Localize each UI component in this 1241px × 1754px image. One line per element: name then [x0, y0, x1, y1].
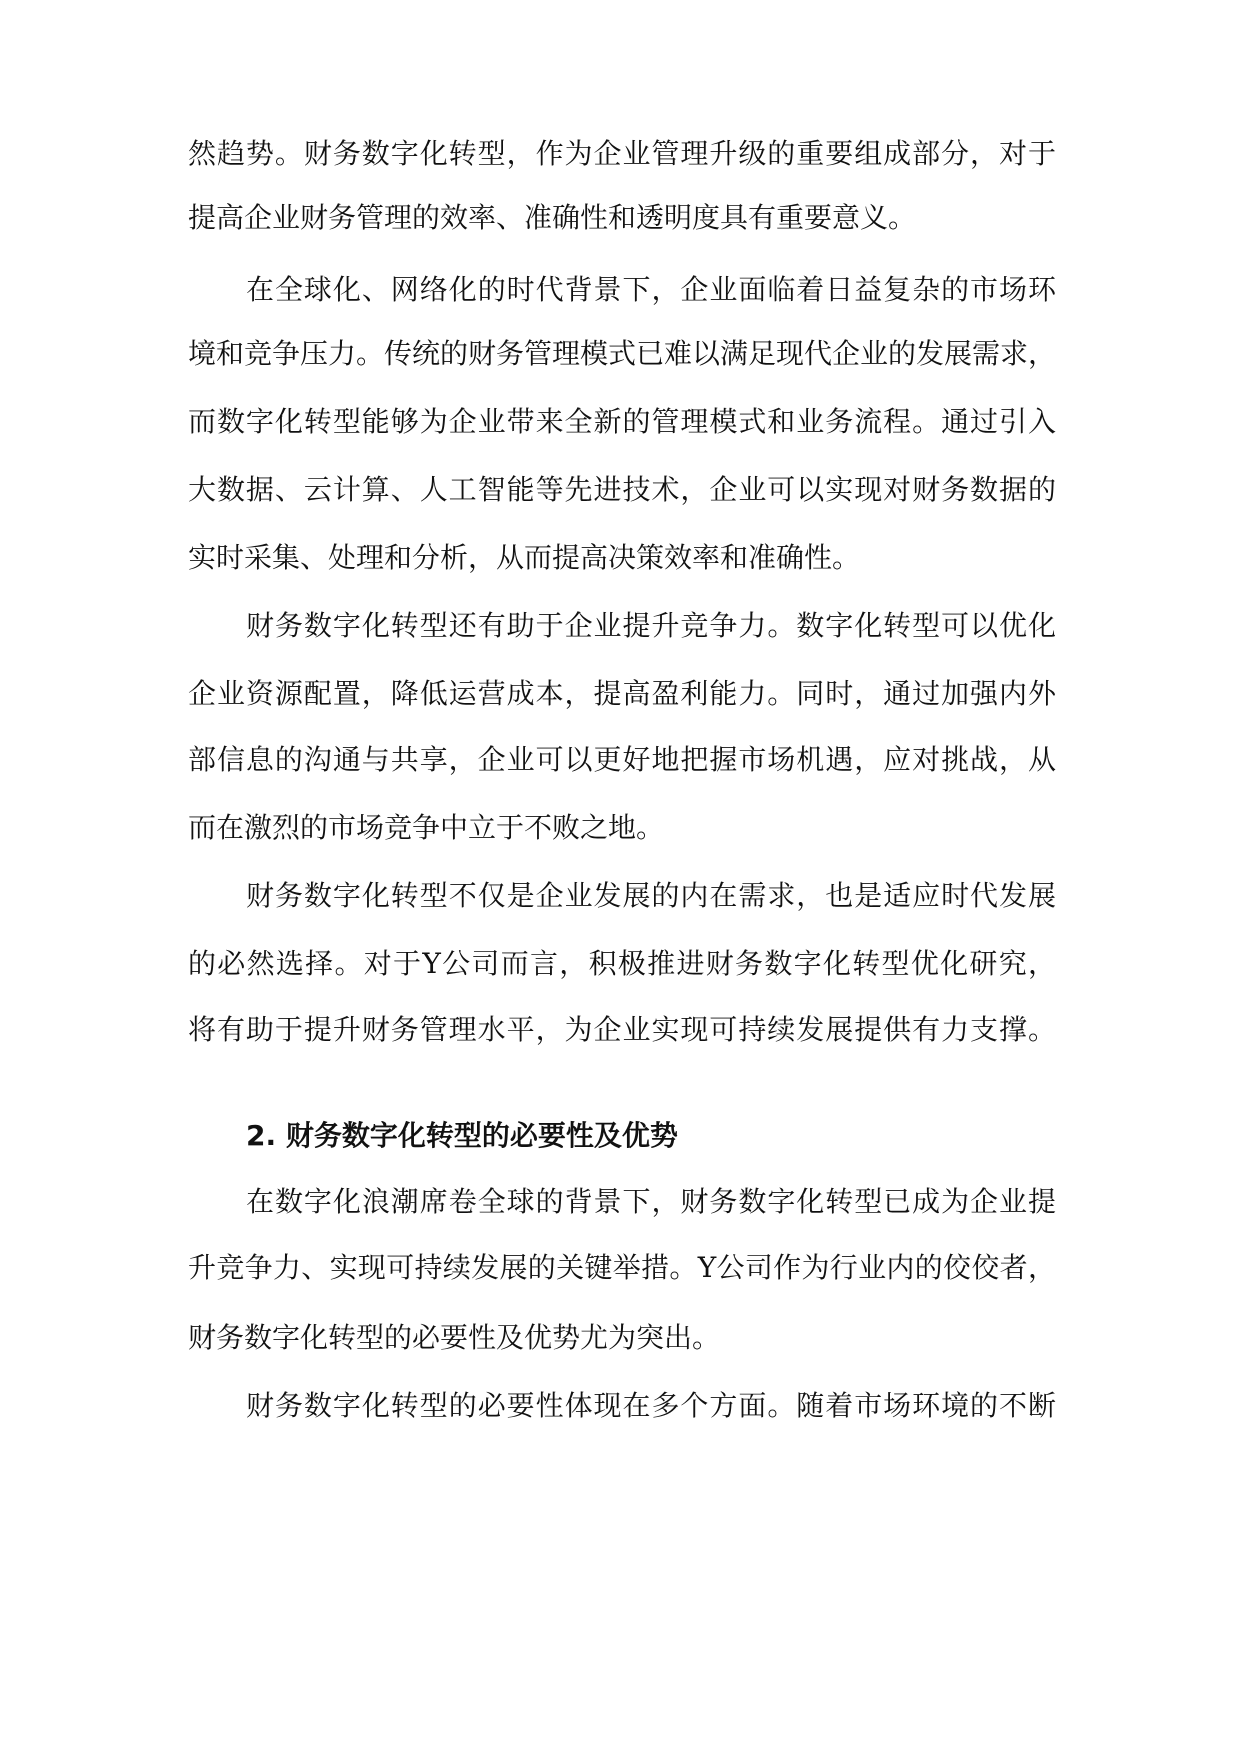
- section-heading: 2. 财务数字化转型的必要性及优势: [246, 1119, 678, 1152]
- text-line: 企业资源配置，降低运营成本，提高盈利能力。同时，通过加强内外: [188, 677, 1056, 710]
- text-line: 实时采集、处理和分析，从而提高决策效率和准确性。: [188, 541, 861, 574]
- text-line: 大数据、云计算、人工智能等先进技术，企业可以实现对财务数据的: [188, 473, 1056, 506]
- text-line: 而数字化转型能够为企业带来全新的管理模式和业务流程。通过引入: [188, 405, 1056, 438]
- text-line: 提高企业财务管理的效率、准确性和透明度具有重要意义。: [188, 201, 917, 234]
- text-line: 在全球化、网络化的时代背景下，企业面临着日益复杂的市场环: [246, 273, 1056, 306]
- text-line: 财务数字化转型的必要性及优势尤为突出。: [188, 1321, 721, 1354]
- text-line: 升竞争力、实现可持续发展的关键举措。Y公司作为行业内的佼佼者，: [188, 1251, 1056, 1284]
- text-line: 财务数字化转型还有助于企业提升竞争力。数字化转型可以优化: [246, 609, 1056, 642]
- text-line: 境和竞争压力。传统的财务管理模式已难以满足现代企业的发展需求，: [188, 337, 1057, 370]
- text-line: 而在激烈的市场竞争中立于不败之地。: [188, 811, 665, 844]
- text-line: 的必然选择。对于Y公司而言，积极推进财务数字化转型优化研究，: [188, 947, 1056, 980]
- text-line: 在数字化浪潮席卷全球的背景下，财务数字化转型已成为企业提: [246, 1185, 1056, 1218]
- text-line: 财务数字化转型不仅是企业发展的内在需求，也是适应时代发展: [246, 879, 1056, 912]
- text-line: 然趋势。财务数字化转型，作为企业管理升级的重要组成部分，对于: [188, 137, 1056, 170]
- text-line: 将有助于提升财务管理水平，为企业实现可持续发展提供有力支撑。: [188, 1013, 1056, 1046]
- text-line: 部信息的沟通与共享，企业可以更好地把握市场机遇，应对挑战，从: [188, 743, 1056, 776]
- text-line: 财务数字化转型的必要性体现在多个方面。随着市场环境的不断: [246, 1389, 1056, 1422]
